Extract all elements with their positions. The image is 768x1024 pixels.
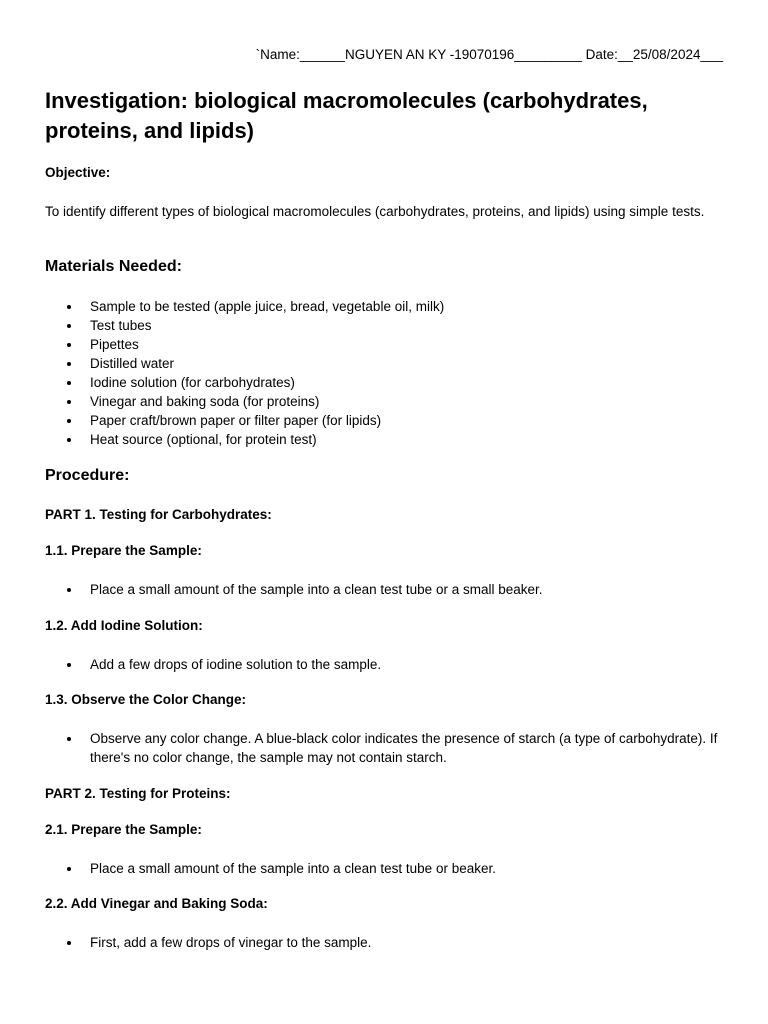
list-item: Iodine solution (for carbohydrates) <box>45 373 725 392</box>
list-item: Distilled water <box>45 354 725 373</box>
procedure-heading: Procedure: <box>45 467 130 484</box>
step-1-1-list <box>45 580 725 599</box>
step-1-2-heading: 1.2. Add Iodine Solution: <box>45 618 203 633</box>
step-1-3-heading: 1.3. Observe the Color Change: <box>45 692 247 707</box>
document-title: Investigation: biological macromolecules (carbohydrates, proteins, and lipids) <box>45 88 648 143</box>
materials-list <box>45 297 725 449</box>
list-item: Place a small amount of the sample into a clean test tube or beaker. <box>45 859 725 878</box>
list-item: Heat source (optional, for protein test) <box>45 430 725 449</box>
step-1-1-heading: 1.1. Prepare the Sample: <box>45 543 202 558</box>
step-1-3-list <box>45 729 725 767</box>
list-item: Pipettes <box>45 335 725 354</box>
step-1-2-list <box>45 655 725 674</box>
step-2-2-list <box>45 933 725 952</box>
objective-text: To identify different types of biological macromolecules (carbohydrates, proteins, and lipids) using simple tests. <box>45 204 705 219</box>
step-2-1-list <box>45 859 725 878</box>
materials-heading: Materials Needed: <box>45 258 182 275</box>
list-item: Test tubes <box>45 316 725 335</box>
list-item: Place a small amount of the sample into a clean test tube or a small beaker. <box>45 580 725 599</box>
list-item: Vinegar and baking soda (for proteins) <box>45 392 725 411</box>
objective-heading: Objective: <box>45 165 111 180</box>
name-date-line: `Name:______NGUYEN AN KY -19070196_________ Date:__25/08/2024___ <box>255 47 723 62</box>
part2-heading: PART 2. Testing for Proteins: <box>45 786 231 801</box>
part1-heading: PART 1. Testing for Carbohydrates: <box>45 507 272 522</box>
list-item: Paper craft/brown paper or filter paper (for lipids) <box>45 411 725 430</box>
list-item: Sample to be tested (apple juice, bread, vegetable oil, milk) <box>45 297 725 316</box>
list-item: First, add a few drops of vinegar to the sample. <box>45 933 725 952</box>
list-item: Observe any color change. A blue-black color indicates the presence of starch (a type of carbohydrate). If there's no color change, the sample may not contain starch. <box>45 729 725 767</box>
list-item: Add a few drops of iodine solution to the sample. <box>45 655 725 674</box>
step-2-2-heading: 2.2. Add Vinegar and Baking Soda: <box>45 896 268 911</box>
step-2-1-heading: 2.1. Prepare the Sample: <box>45 822 202 837</box>
